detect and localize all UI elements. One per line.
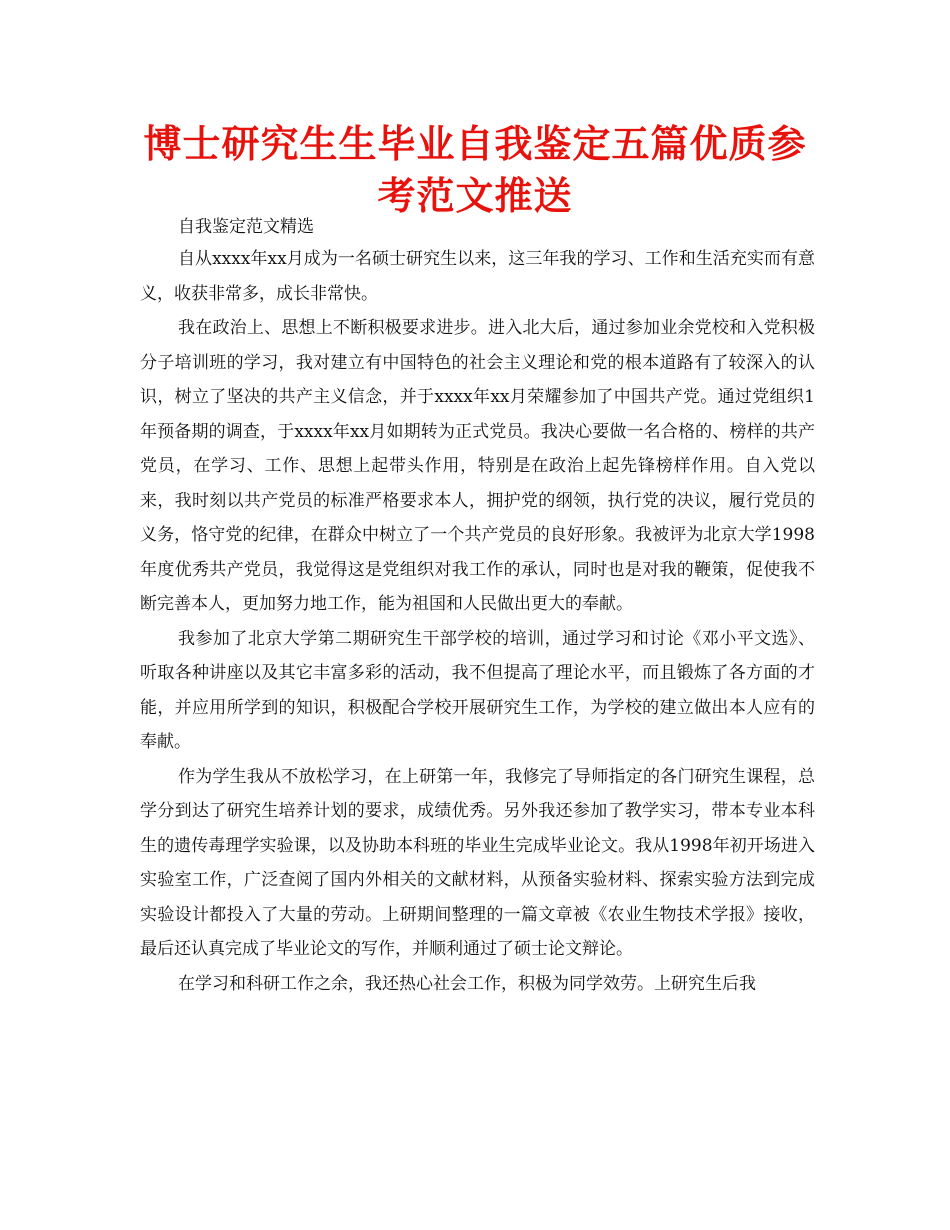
paragraph-training: 我参加了北京大学第二期研究生干部学校的培训，通过学习和讨论《邓小平文选》、听取各种讲座以及其它丰富多彩的活动，我不但提高了理论水平，而且锻炼了各方面的才能，并应用所学到的知识，积极配合学校开展研究生工作，为学校的建立做出本人应有的奉献。 (140, 628, 815, 752)
paragraph-study: 作为学生我从不放松学习，在上研第一年，我修完了导师指定的各门研究生课程，总学分到达了研究生培养计划的要求，成绩优秀。另外我还参加了教学实习，带本专业本科生的遗传毒理学实验课，以及协助本科班的毕业生完成毕业论文。我从1998年初开场进入实验室工作，广泛查阅了国内外相关的文献材料，从预备实验材料、探索实验方法到完成实验设计都投入了大量的劳动。上研期间整理的一篇文章被《农业生物技术学报》接收，最后还认真完成了毕业论文的写作，并顺利通过了硕士论文辩论。 (140, 766, 815, 959)
document-title: 博士研究生生毕业自我鉴定五篇优质参考范文推送 (143, 122, 807, 218)
paragraph-intro: 自从xxxx年xx月成为一名硕士研究生以来，这三年我的学习、工作和生活充实而有意义，收获非常多，成长非常快。 (140, 249, 815, 304)
paragraph-political: 我在政治上、思想上不断积极要求进步。进入北大后，通过参加业余党校和入党积极分子培训班的学习，我对建立有中国特色的社会主义理论和党的根本道路有了较深入的认识，树立了坚决的共产主义信念，并于xxxx年xx月荣耀参加了中国共产党。通过党组织1年预备期的调查，于xxxx年xx月如期转为正式党员。我决心要做一名合格的、榜样的共产党员，在学习、工作、思想上起带头作用，特别是在政治上起先锋榜样作用。自入党以来，我时刻以共产党员的标准严格要求本人，拥护党的纲领，执行党的决议，履行党员的义务，恪守党的纪律，在群众中树立了一个共产党员的良好形象。我被评为北京大学1998年度优秀共产党员，我觉得这是党组织对我工作的承认，同时也是对我的鞭策，促使我不断完善本人，更加努力地工作，能为祖国和人民做出更大的奉献。 (140, 318, 815, 614)
paragraph-social-work: 在学习和科研工作之余，我还热心社会工作，积极为同学效劳。上研究生后我 (178, 973, 756, 994)
section-subheading: 自我鉴定范文精选 (178, 217, 314, 237)
document-body (140, 212, 815, 1001)
